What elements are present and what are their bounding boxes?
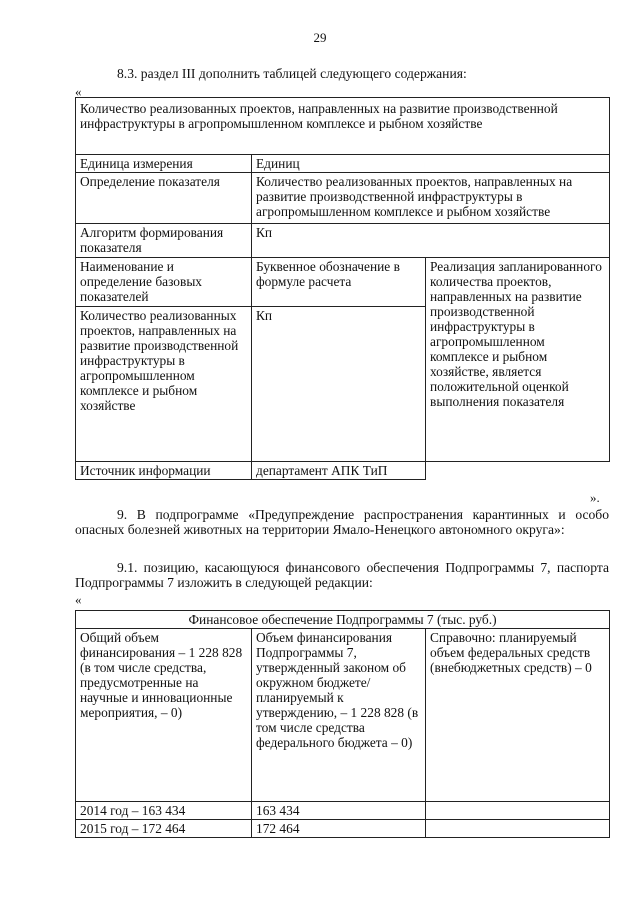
item-9: 9. В подпрограмме «Предупреждение распространения карантинных и особо опасных болезней животных на территории Ямало-Ненецкого автономного округа»:: [75, 507, 609, 537]
value-2015: 172 464: [252, 820, 426, 838]
table-row: [76, 98, 610, 155]
table-row: [76, 462, 610, 480]
table-row: [76, 629, 610, 802]
table-row: [76, 258, 610, 307]
opening-quote: «: [75, 84, 82, 99]
realization-cell: Реализация запланированного количества проектов, направленных на развитие производственной инфраструктуры в агропромышленном комплексе и рыбном хозяйстве, является положительной оценкой выполнения показателя: [426, 258, 610, 462]
empty-cell: [426, 462, 610, 480]
table-row: [76, 820, 610, 838]
item-9-1: 9.1. позицию, касающуюся финансового обеспечения Подпрограммы 7, паспорта Подпрограммы 7 изложить в следующей редакции:: [75, 560, 609, 590]
algorithm-label: Алгоритм формирования показателя: [76, 224, 252, 258]
page-number: 29: [313, 30, 327, 45]
value-2014: 163 434: [252, 802, 426, 820]
definition-label: Определение показателя: [76, 173, 252, 224]
algorithm-value: Кп: [252, 224, 610, 258]
table-row: [76, 611, 610, 629]
letter-header: Буквенное обозначение в формуле расчета: [252, 258, 426, 307]
indicator-table: [75, 97, 610, 480]
table-row: [76, 173, 610, 224]
source-label: Источник информации: [76, 462, 252, 480]
extra-2015: [426, 820, 610, 838]
year-2015: 2015 год – 172 464: [76, 820, 252, 838]
letter-value: Кп: [252, 307, 426, 462]
base-name-value: Количество реализованных проектов, направленных на развитие производственной инфраструктуры в агропромышленном комплексе и рыбном хозяйстве: [76, 307, 252, 462]
total-funding: Общий объем финансирования – 1 228 828 (в том числе средства, предусмотренные на научные и инновационные мероприятия, – 0): [76, 629, 252, 802]
table-row: [76, 155, 610, 173]
table-row: [76, 224, 610, 258]
table-row: [76, 802, 610, 820]
year-2014: 2014 год – 163 434: [76, 802, 252, 820]
finance-title: Финансовое обеспечение Подпрограммы 7 (тыс. руб.): [76, 611, 610, 629]
closing-quote: ».: [590, 490, 600, 505]
extra-2014: [426, 802, 610, 820]
base-name-header: Наименование и определение базовых показателей: [76, 258, 252, 307]
definition-value: Количество реализованных проектов, направленных на развитие производственной инфраструктуры в агропромышленном комплексе и рыбном хозяйстве: [252, 173, 610, 224]
unit-value: Единиц: [252, 155, 610, 173]
finance-table: [75, 610, 610, 838]
unit-label: Единица измерения: [76, 155, 252, 173]
indicator-title: Количество реализованных проектов, направленных на развитие производственной инфраструктуры в агропромышленном комплексе и рыбном хозяйстве: [76, 98, 610, 155]
approved-funding: Объем финансирования Подпрограммы 7, утвержденный законом об окружном бюджете/планируемый к утверждению, – 1 228 828 (в том числе средства федерального бюджета – 0): [252, 629, 426, 802]
item-8-3: 8.3. раздел III дополнить таблицей следующего содержания:: [117, 66, 467, 81]
federal-funding: Справочно: планируемый объем федеральных средств (внебюджетных средств) – 0: [426, 629, 610, 802]
opening-quote-2: «: [75, 592, 82, 607]
source-value: департамент АПК ТиП: [252, 462, 426, 480]
